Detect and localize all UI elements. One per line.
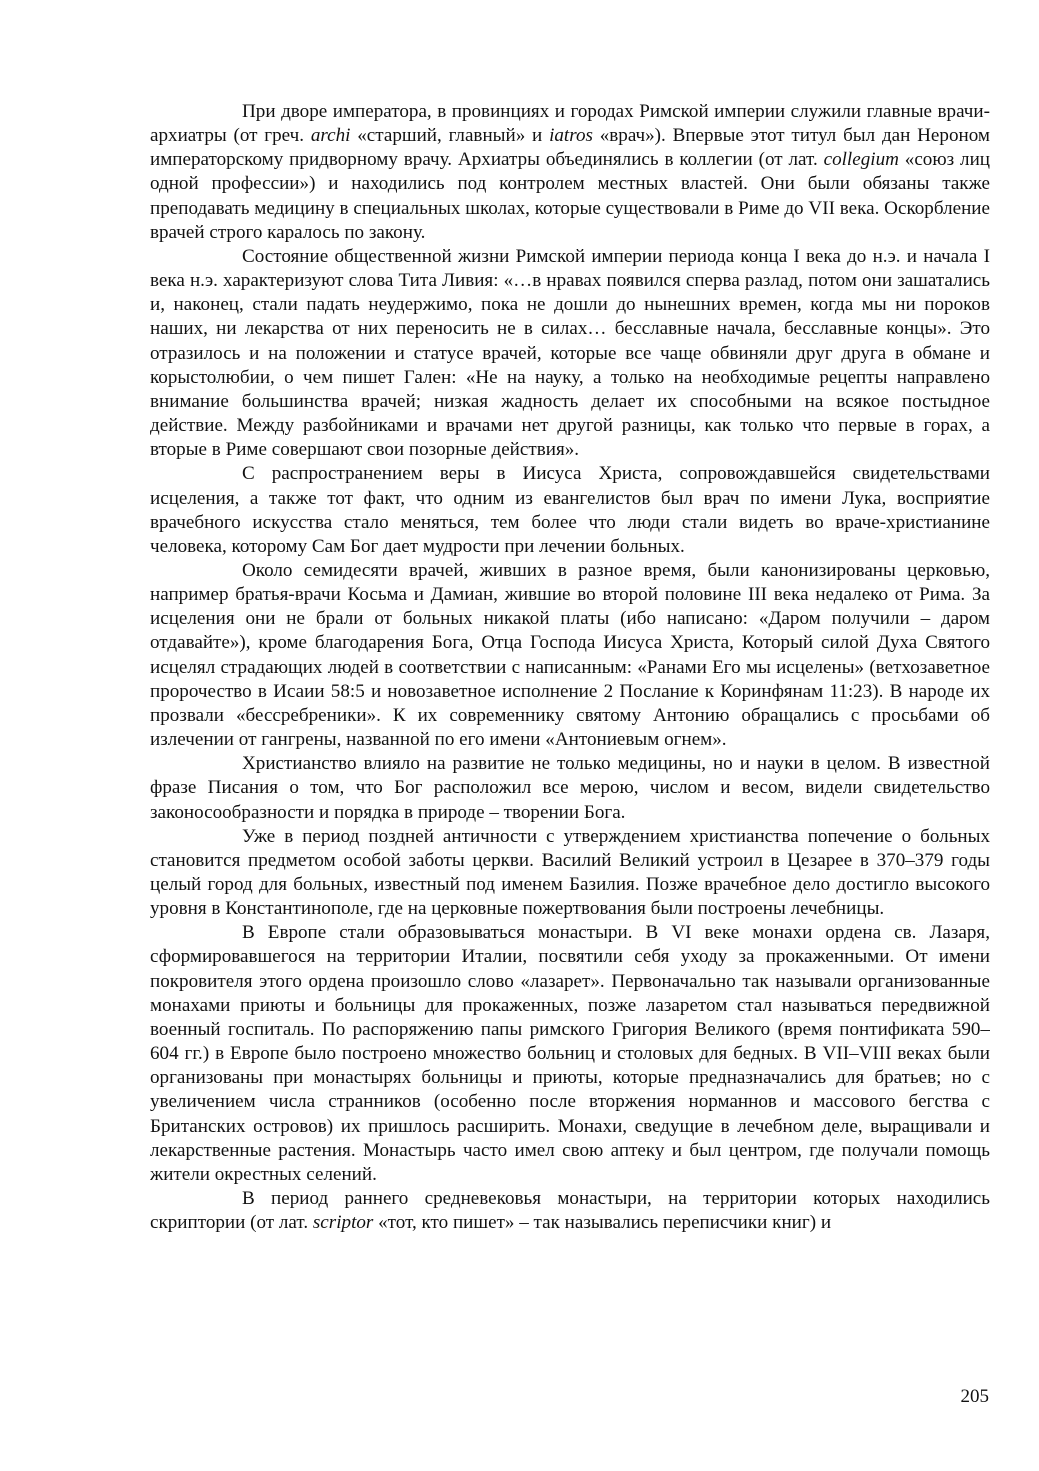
paragraph-christian-faith: С распространением веры в Иисуса Христа, сопровождавшейся свидетельствами исцеления, а также тот факт, что одним из евангелистов был врач по имени Лука, восприятие врачебного искусства стало меняться, тем более что люди стали видеть во враче-христианине человека, которому Сам Бог дает мудрости при лечении больных.	[150, 463, 990, 557]
paragraph-text: При дворе императора, в провинциях и городах Римской империи служили главные врачи-архиатры (от греч.	[150, 101, 990, 147]
paragraph-monasteries: В Европе стали образовываться монастыри. В VI веке монахи ордена св. Лазаря, сформировавшегося на территории Италии, посвятили себя уходу за прокаженными. От имени покровителя этого ордена произошло слово «лазарет». Первоначально так называли организованные монахами приюты и больницы для прокаженных, позже лазаретом стал называться передвижной военный госпиталь. По распоряжению папы римского Григория Великого (время понтификата 590–604 гг.) в Европе было построено множество больниц и столовых для бедных. В VII–VIII веках были организованы при монастырях больницы и приюты, которые предназначались для братьев; но с увеличением числа странников (особенно после вторжения норманнов и массового бегства с Британских островов) их пришлось расширить. Монахи, сведущие в лечебном деле, выращивали и лекарственные растения. Монастырь часто имел свою аптеку и был центром, где получали помощь жители окрестных селений.	[150, 922, 990, 1185]
term-archi: archi	[310, 125, 351, 147]
paragraph-christianity-science: Христианство влияло на развитие не только медицины, но и науки в целом. В известной фразе Писания о том, что Бог расположил все мерою, числом и весом, видели свидетельство законосообразности и порядка в природе – творении Бога.	[150, 753, 990, 823]
paragraph-archiatry	[150, 100, 990, 245]
paragraph-canonized-doctors: Около семидесяти врачей, живших в разное время, были канонизированы церковью, например братья-врачи Косьма и Дамиан, жившие во второй половине III века недалеко от Рима. За исцеления они не брали от больных никакой платы (ибо написано: «Даром получили – даром отдавайте»), кроме благодарения Бога, Отца Господа Иисуса Христа, Который силой Духа Святого исцелял страдающих людей в соответствии с написанным: «Ранами Его мы исцелены» (ветхозаветное пророчество в Исаии 58:5 и новозаветное исполнение 2 Послание к Коринфянам 11:23). В народе их прозвали «бессребреники». К их современнику святому Антонию обращались с просьбами об излечении от гангрены, названной по его имени «Антониевым огнем».	[150, 559, 990, 751]
paragraph-scriptoria	[150, 1187, 990, 1235]
term-collegium: collegium	[823, 149, 899, 171]
paragraph-roman-society: Состояние общественной жизни Римской империи периода конца I века до н.э. и начала I века н.э. характеризуют слова Тита Ливия: «…в нравах появился сперва разлад, потом они зашатались и, наконец, стали падать неудержимо, пока не дошли до нынешних времен, когда мы ни пороков наших, ни лекарства от них переносить не в силах… бесславные начала, бесславные концы». Это отразилось и на положении и статусе врачей, которые все чаще обвиняли друг друга в обмане и корыстолюбии, о чем пишет Гален: «Не на науку, а только на необходимые рецепты направлено внимание большинства врачей; низкая жадность делает их способными на всякое постыдное действие. Между разбойниками и врачами нет другой разницы, как только что первые в горах, а вторые в Риме совершают свои позорные действия».	[150, 245, 990, 461]
term-scriptor: scriptor	[312, 1212, 374, 1234]
paragraph-text: «тот, кто пишет» – так назывались переписчики книг) и	[373, 1212, 832, 1234]
term-iatros: iatros	[549, 125, 593, 147]
document-page	[150, 100, 990, 1330]
paragraph-text: «старший, главный» и	[350, 125, 550, 147]
paragraph-text: В период раннего средневековья монастыри, на территории которых находились скриптории (от лат.	[150, 1188, 990, 1234]
page-number: 205	[960, 1386, 989, 1407]
paragraph-text: «союз лиц одной профессии») и находились под контролем местных властей. Они были обязаны также преподавать медицину в специальных школах, которые существовали в Риме до VII века. Оскорбление врачей строго каралось по закону.	[150, 149, 990, 243]
paragraph-text: «врач»). Впервые этот титул был дан Нероном императорскому придворному врачу. Архиатры объединялись в коллегии (от лат.	[150, 125, 990, 171]
paragraph-late-antiquity: Уже в период поздней античности с утверждением христианства попечение о больных становится предметом особой заботы церкви. Василий Великий устроил в Цезарее в 370–379 годы целый город для больных, известный под именем Базилия. Позже врачебное дело достигло высокого уровня в Константинополе, где на церковные пожертвования были построены лечебницы.	[150, 825, 990, 920]
